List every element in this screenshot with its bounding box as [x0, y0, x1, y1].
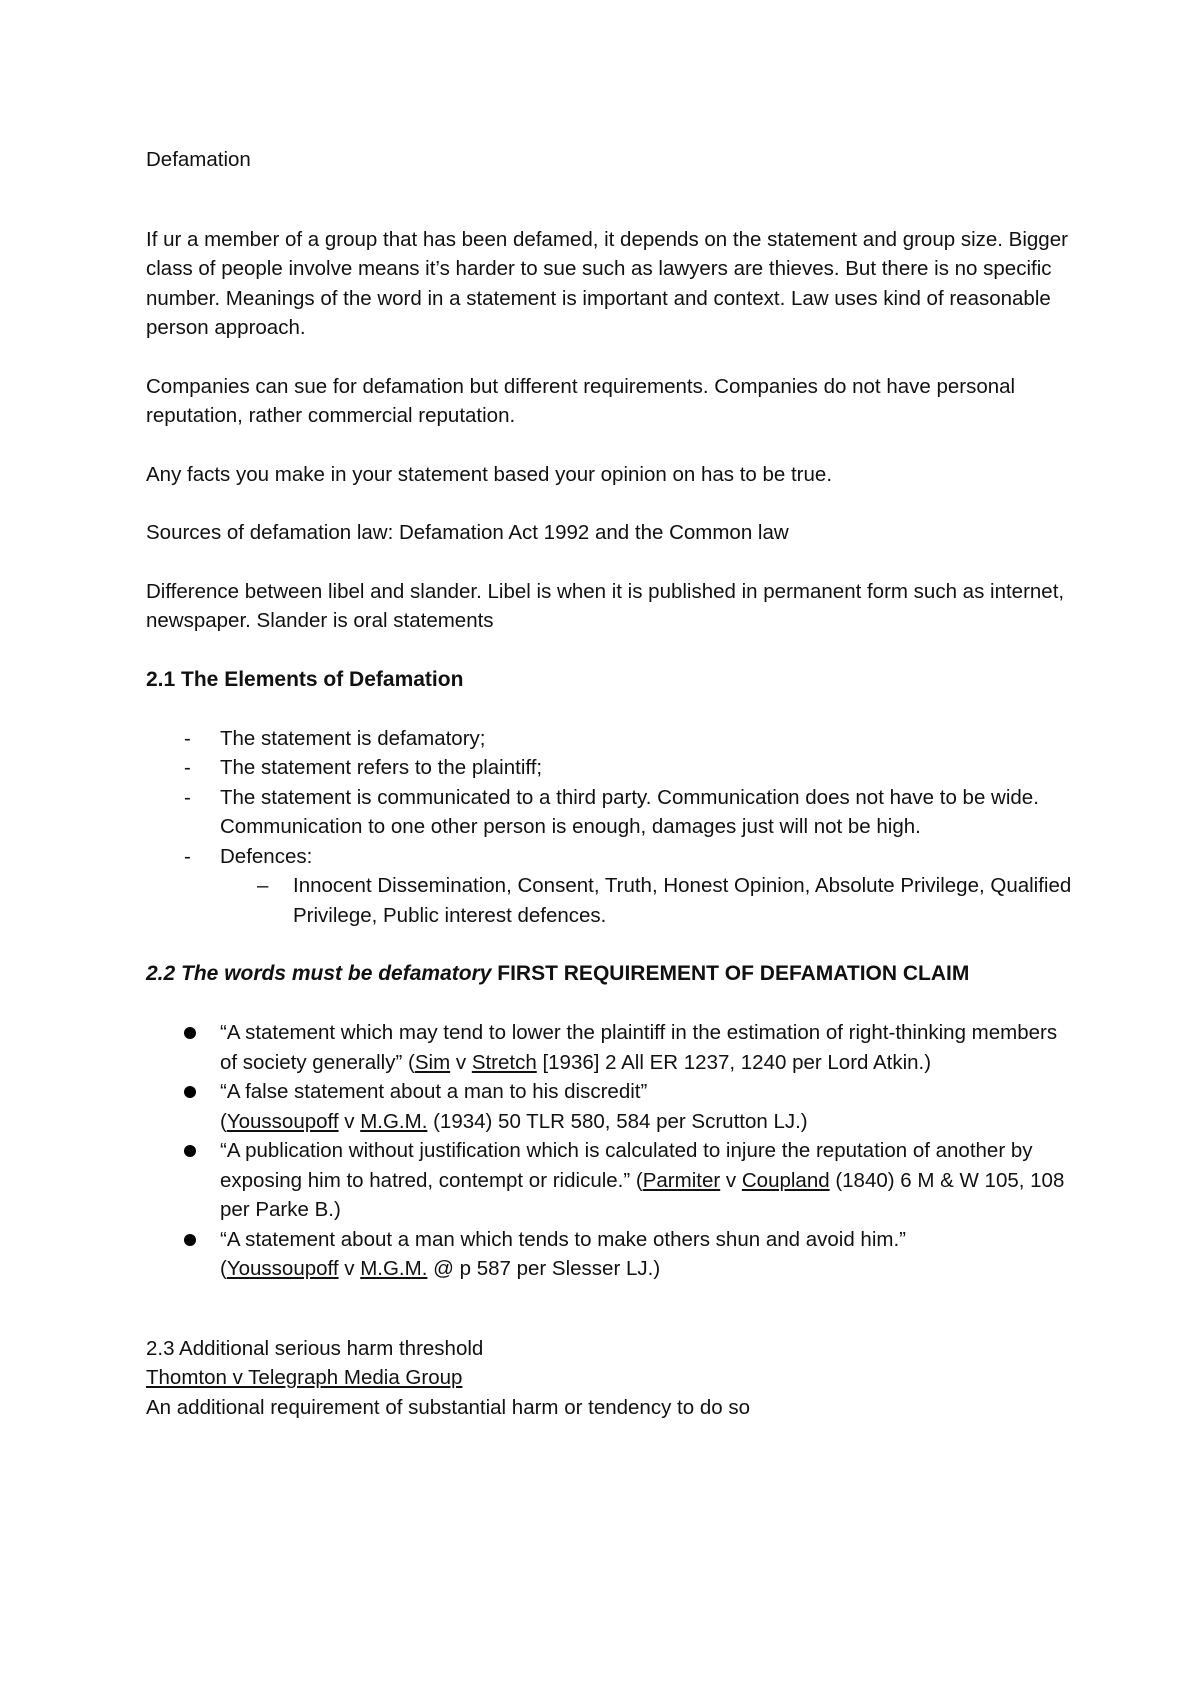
- sub-list-item-text: Innocent Dissemination, Consent, Truth, Honest Opinion, Absolute Privilege, Qualified Privilege, Public interest defences.: [293, 874, 1072, 927]
- dash-marker: -: [184, 726, 191, 750]
- paragraph-companies: Companies can sue for defamation but different requirements. Companies do not have personal reputation, rather commercial reputation.: [146, 374, 1016, 427]
- quote-text: “A publication without justification which is calculated to injure the reputation of another by exposing him to hatred, contempt or ridicule.” (: [220, 1139, 1033, 1192]
- case-versus: v: [338, 1257, 361, 1280]
- heading-words-defamatory: [146, 959, 1076, 989]
- list-item-text: The statement is defamatory;: [220, 726, 486, 750]
- case-citation: (1934) 50 TLR 580, 584 per Scrutton LJ.): [427, 1109, 808, 1133]
- heading-elements-of-defamation: 2.1 The Elements of Defamation: [146, 667, 464, 691]
- list-item-text: Defences:: [220, 844, 313, 868]
- open-paren: (: [220, 1257, 227, 1280]
- paragraph-group-defamation: If ur a member of a group that has been defamed, it depends on the statement and group size. Bigger class of people involve means it’s harder to sue such as lawyers are thieves. But there is no specific number. Meanings of the word in a statement is important and context. Law uses kind of reasonable person approach.: [146, 227, 1068, 339]
- list-item-text: The statement is communicated to a third party. Communication does not have to be wide. Communication to one other person is enough, damages just will not be high.: [220, 785, 1039, 838]
- en-dash-marker: –: [257, 874, 269, 897]
- case-versus: v: [720, 1168, 742, 1192]
- defences-sublist: [220, 871, 1076, 930]
- bullet-icon: [184, 1234, 196, 1246]
- list-item: [146, 724, 1076, 754]
- list-item: [146, 842, 1076, 931]
- case-versus: v: [450, 1050, 472, 1074]
- case-party-b: Stretch: [471, 1050, 537, 1074]
- case-party-b: Coupland: [741, 1168, 830, 1192]
- document-page: [146, 145, 1076, 1422]
- bullet-icon: [184, 1027, 196, 1039]
- dash-marker: -: [184, 844, 191, 868]
- bullet-icon: [184, 1145, 196, 1157]
- heading-serious-harm: 2.3 Additional serious harm threshold: [146, 1336, 484, 1360]
- elements-list: [146, 724, 1076, 931]
- open-paren: (: [220, 1109, 227, 1133]
- quote-text: “A statement about a man which tends to make others shun and avoid him.”: [220, 1227, 906, 1251]
- case-party-a: Sim: [414, 1050, 451, 1074]
- document-title: Defamation: [146, 148, 251, 171]
- case-citation: [1936] 2 All ER 1237, 1240 per Lord Atkin.): [536, 1050, 932, 1074]
- case-citation: @ p 587 per Slesser LJ.): [427, 1257, 661, 1280]
- case-party-b: M.G.M.: [360, 1109, 428, 1133]
- heading-italic-part: 2.2 The words must be defamatory: [146, 962, 492, 985]
- dash-marker: -: [184, 785, 191, 809]
- case-reference-thomton: Thomton v Telegraph Media Group: [146, 1366, 463, 1389]
- list-item-text: The statement refers to the plaintiff;: [220, 756, 543, 779]
- dash-marker: -: [184, 756, 191, 779]
- case-citation: (1840) 6 M & W 105, 108 per Parke B.): [220, 1168, 1065, 1221]
- paragraph-facts: Any facts you make in your statement based your opinion on has to be true.: [146, 462, 833, 486]
- list-item: [146, 1018, 1076, 1077]
- paragraph-serious-harm: An additional requirement of substantial harm or tendency to do so: [146, 1395, 750, 1419]
- case-versus: v: [338, 1109, 361, 1133]
- list-item: [146, 1225, 1076, 1284]
- paragraph-sources: Sources of defamation law: Defamation Act 1992 and the Common law: [146, 521, 789, 544]
- definitions-list: [146, 1018, 1076, 1284]
- heading-caps-part: FIRST REQUIREMENT OF DEFAMATION CLAIM: [491, 962, 970, 985]
- case-party-a: Youssoupoff: [226, 1109, 339, 1133]
- case-party-a: Parmiter: [642, 1168, 721, 1192]
- list-item: [146, 1077, 1076, 1136]
- quote-text: “A false statement about a man to his discredit”: [220, 1080, 648, 1103]
- list-item: [146, 783, 1076, 842]
- bullet-icon: [184, 1086, 196, 1098]
- list-item: [146, 1136, 1076, 1225]
- sub-list-item: [220, 871, 1076, 930]
- quote-text: “A statement which may tend to lower the plaintiff in the estimation of right-thinking members of society generally” (: [220, 1021, 1058, 1074]
- case-party-a: Youssoupoff: [226, 1257, 339, 1280]
- list-item: [146, 753, 1076, 783]
- case-party-b: M.G.M.: [360, 1257, 428, 1280]
- paragraph-libel-slander: Difference between libel and slander. Libel is when it is published in permanent form such as internet, newspaper. Slander is oral statements: [146, 579, 1065, 632]
